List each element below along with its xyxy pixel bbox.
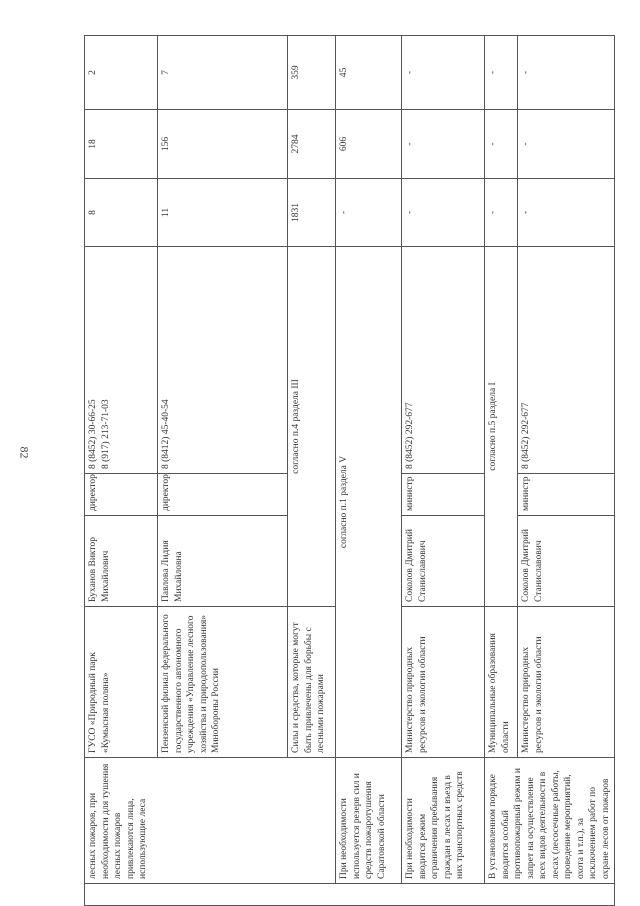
organization-cell: Пензенский филиал федерального государственного автономного учреждения «Управление лесного хозяйства и природопользования» Минобороны России — [158, 607, 288, 758]
position-cell: министр — [518, 474, 615, 516]
value-cell: 606 — [336, 110, 402, 179]
situation-cell: При необходимости вводится режим ограничения пребывания граждан в лесах и въезд в них транспортных средств — [402, 758, 485, 884]
rotated-table-page — [84, 36, 614, 906]
table-row — [85, 36, 158, 906]
value-cell: 45 — [336, 36, 402, 110]
reference-cell: согласно п.1 раздела V — [336, 247, 402, 758]
reference-cell: согласно п.4 раздела III — [288, 247, 336, 607]
position-cell: директор — [158, 474, 288, 516]
responsible-person-cell: Павлова Лидия Михайловна — [158, 516, 288, 607]
situation-cell: В установленном порядке вводится особый противопожарный режим и запрет на осуществление всех видов деятельности в лесах (лесосечные работы, проведение мероприятий, охота и т.п.), за исключением работ по охране лесов от пожаров — [485, 758, 615, 884]
organization-cell: Министерство природных ресурсов и экологии области — [402, 607, 485, 758]
forest-fire-resources-table — [84, 35, 615, 906]
table-row — [402, 36, 485, 906]
situation-cell: лесных пожаров, при необходимости для тушения лесных пожаров привлекаются лица, использующие леса — [85, 758, 336, 884]
value-cell: - — [336, 179, 402, 247]
table-row — [336, 36, 402, 906]
value-cell: 2 — [85, 36, 158, 110]
value-cell: 7 — [158, 36, 288, 110]
value-cell: - — [518, 110, 615, 179]
value-cell: 8 — [85, 179, 158, 247]
value-cell: - — [402, 179, 485, 247]
value-cell: - — [518, 36, 615, 110]
phone-cell: 8 (8452) 292-677 — [518, 247, 615, 474]
value-cell: - — [402, 110, 485, 179]
value-cell: 1831 — [288, 179, 336, 247]
phone-cell: 8 (8452) 30-66-25 8 (917) 213-71-03 — [85, 247, 158, 474]
value-cell: - — [485, 36, 518, 110]
value-cell: - — [402, 36, 485, 110]
organization-cell: Силы и средства, которые могут быть привлечены для борьбы с лесными пожарами — [288, 607, 336, 758]
organization-cell: Муниципальные образования области — [485, 607, 518, 758]
phone-cell: 8 (8452) 292-677 — [402, 247, 485, 474]
phone-cell: 8 (8412) 45-40-54 — [158, 247, 288, 474]
value-cell: 11 — [158, 179, 288, 247]
value-cell: - — [485, 179, 518, 247]
value-cell: 18 — [85, 110, 158, 179]
position-cell: министр — [402, 474, 485, 516]
value-cell: 156 — [158, 110, 288, 179]
value-cell: - — [518, 179, 615, 247]
value-cell: 2784 — [288, 110, 336, 179]
responsible-person-cell: Буханов Виктор Михайлович — [85, 516, 158, 607]
organization-cell: ГУСО «Природный парк «Кумысная поляна» — [85, 607, 158, 758]
value-cell: - — [485, 110, 518, 179]
organization-cell: Министерство природных ресурсов и экологии области — [518, 607, 615, 758]
blank-column — [85, 884, 615, 906]
position-cell: директор — [85, 474, 158, 516]
reference-cell: согласно п.5 раздела I — [485, 247, 518, 607]
table-row — [485, 36, 518, 906]
responsible-person-cell: Соколов Дмитрий Станиславович — [518, 516, 615, 607]
responsible-person-cell: Соколов Дмитрий Станиславович — [402, 516, 485, 607]
situation-cell: При необходимости используется резерв сил и средств пожаротушения Саратовской области — [336, 758, 402, 884]
page-number: 82 — [17, 446, 32, 459]
value-cell: 359 — [288, 36, 336, 110]
